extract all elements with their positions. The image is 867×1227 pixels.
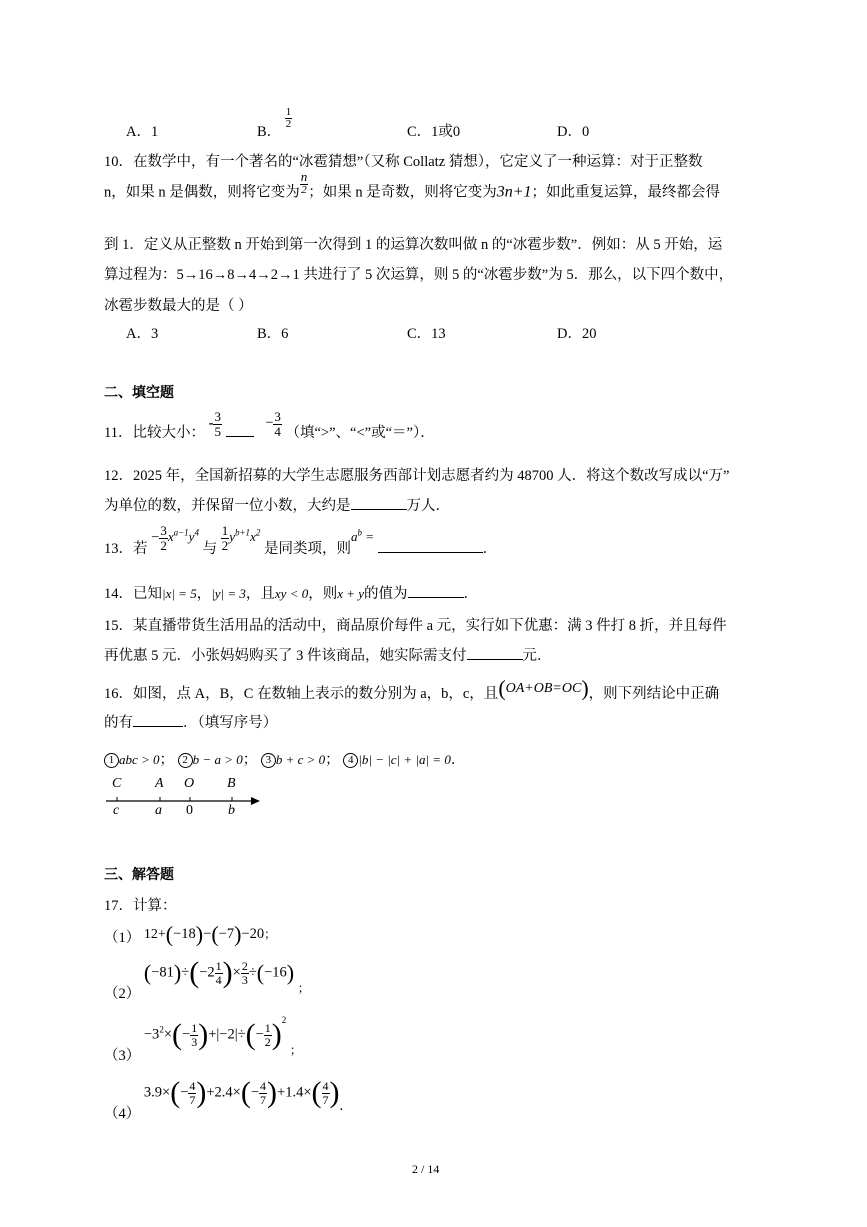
q10-option-a: A．3 <box>126 326 159 342</box>
q10-line5: 冰雹步数最大的是（ ） <box>104 298 253 314</box>
fraction-3-5: $\frac{3}{5}$ <box>214 409 221 439</box>
q17-title: 17．计算： <box>104 898 177 914</box>
point-label-c: C <box>112 776 122 791</box>
q9-option-b: B． $\frac{1}{2}$ <box>257 105 292 140</box>
q15-line2: 再优惠 5 元．小张妈妈购买了 3 件该商品，她实际需支付 元． <box>104 648 552 664</box>
q17-part-4: （4） 3.9×(− $\frac{4}{7}$ )+2.4×(− $\frac{4}{7}$ )+1.4×( $\frac{4}{7}$ ). <box>104 1076 344 1123</box>
circle-1-icon: 1 <box>104 753 119 768</box>
circle-3-icon: 3 <box>261 753 276 768</box>
q16-conclusions: 1 abc > 0； 2 b − a > 0； 3 b + c > 0； 4 |b| − |c| + |a| = 0． <box>104 748 465 769</box>
point-label-b: B <box>227 776 236 791</box>
value-label-0: 0 <box>186 803 193 818</box>
monomial-2: $y^{b+1}x^2$ <box>229 528 261 545</box>
circle-4-icon: 4 <box>343 753 358 768</box>
q17-part-3: $(3) -3^2\times(-$ $\frac{1}{3}$ )+|−2|÷(− $\frac{1}{2}$ )$^2$ $_;$ <box>104 1014 302 1065</box>
page-number: 2 / 14 <box>412 1162 440 1176</box>
q10-option-c: C．13 <box>407 326 446 342</box>
value-label-c: c <box>113 803 120 818</box>
q10-line4: 算过程为：5→16→8→4→2→1 共进行了 5 次运算，则 5 的“冰雹步数”为 5．那么，以下四个数中， <box>104 267 734 283</box>
q10-line2: n，如果 n 是偶数，则将它变为 $\frac{n}{2}$ ；如果 n 是奇数，则将它变为3n+1；如此重复运算，最终都会得 <box>104 169 721 201</box>
monomial-1: $x^{a-1}y^4$ <box>167 528 199 545</box>
section-2-title: 二、填空题 <box>104 385 174 401</box>
q9-option-c: C．1或0 <box>407 124 461 140</box>
point-label-a: A <box>155 776 164 791</box>
q12-line2: 为单位的数，并保留一位小数，大约是 万人． <box>104 498 450 514</box>
circle-2-icon: 2 <box>178 753 193 768</box>
q11: 11．比较大小： - $\frac{3}{5}$ − $\frac{3}{4}$ （填“>”、“<”或“＝”）． <box>104 409 435 442</box>
value-label-a: a <box>155 803 162 818</box>
q14: 14．已知|x| = 5，|y| = 3，且xy < 0，则x + y的值为 ． <box>104 586 479 602</box>
q10-option-d: D．20 <box>557 326 597 342</box>
q10-line3: 到 1．定义从正整数 n 开始到第一次得到 1 的运算次数叫做 n 的“冰雹步数”．例如：从 5 开始，运 <box>104 237 723 253</box>
q17-part-1: （1） 12+(−18)−(−7)−20； <box>104 921 277 947</box>
point-label-o: O <box>184 776 195 791</box>
fraction-one-half: $\frac{1}{2}$ <box>285 105 292 131</box>
number-line <box>104 776 264 822</box>
fraction-3-4: $\frac{3}{4}$ <box>274 409 281 439</box>
q9-option-d: D．0 <box>557 124 590 140</box>
q15-line1: 15．某直播带货生活用品的活动中，商品原价每件 a 元，实行如下优惠：满 3 件打 8 折，并且每件 <box>104 618 727 634</box>
q12-line1: 12．2025 年，全国新招募的大学生志愿服务西部计划志愿者约为 48700 人．将这个数改写成以“万” <box>104 468 730 484</box>
q13: 13．若 − $\frac{3}{2}$ $x^{a-1}y^4$ 与 $\frac{1}{2}$ $y^{b+1}x^2$ 是同类项，则$a^b$ = ． <box>104 523 498 558</box>
fraction-n-over-2: $\frac{n}{2}$ <box>300 169 308 196</box>
q9-option-a: A．1 <box>126 124 159 140</box>
value-label-b: b <box>228 803 235 818</box>
q17-part-2: （2） (−81)÷(−2 $\frac{1}{4}$ )× $\frac{2}{3}$ ÷(−16) $_;$ <box>104 956 310 1003</box>
q16-line2: 的有 ．（填写序号） <box>104 715 278 731</box>
q16-line1: 16．如图，点 A，B，C 在数轴上表示的数分别为 a，b，c，且(OA+OB=OC)，则下列结论中正确 <box>104 675 720 702</box>
q10-option-b: B．6 <box>257 326 289 342</box>
q10-line1: 10．在数学中，有一个著名的“冰雹猜想”（又称 Collatz 猜想），它定义了一种运算：对于正整数 <box>104 154 703 170</box>
section-3-title: 三、解答题 <box>104 867 174 883</box>
